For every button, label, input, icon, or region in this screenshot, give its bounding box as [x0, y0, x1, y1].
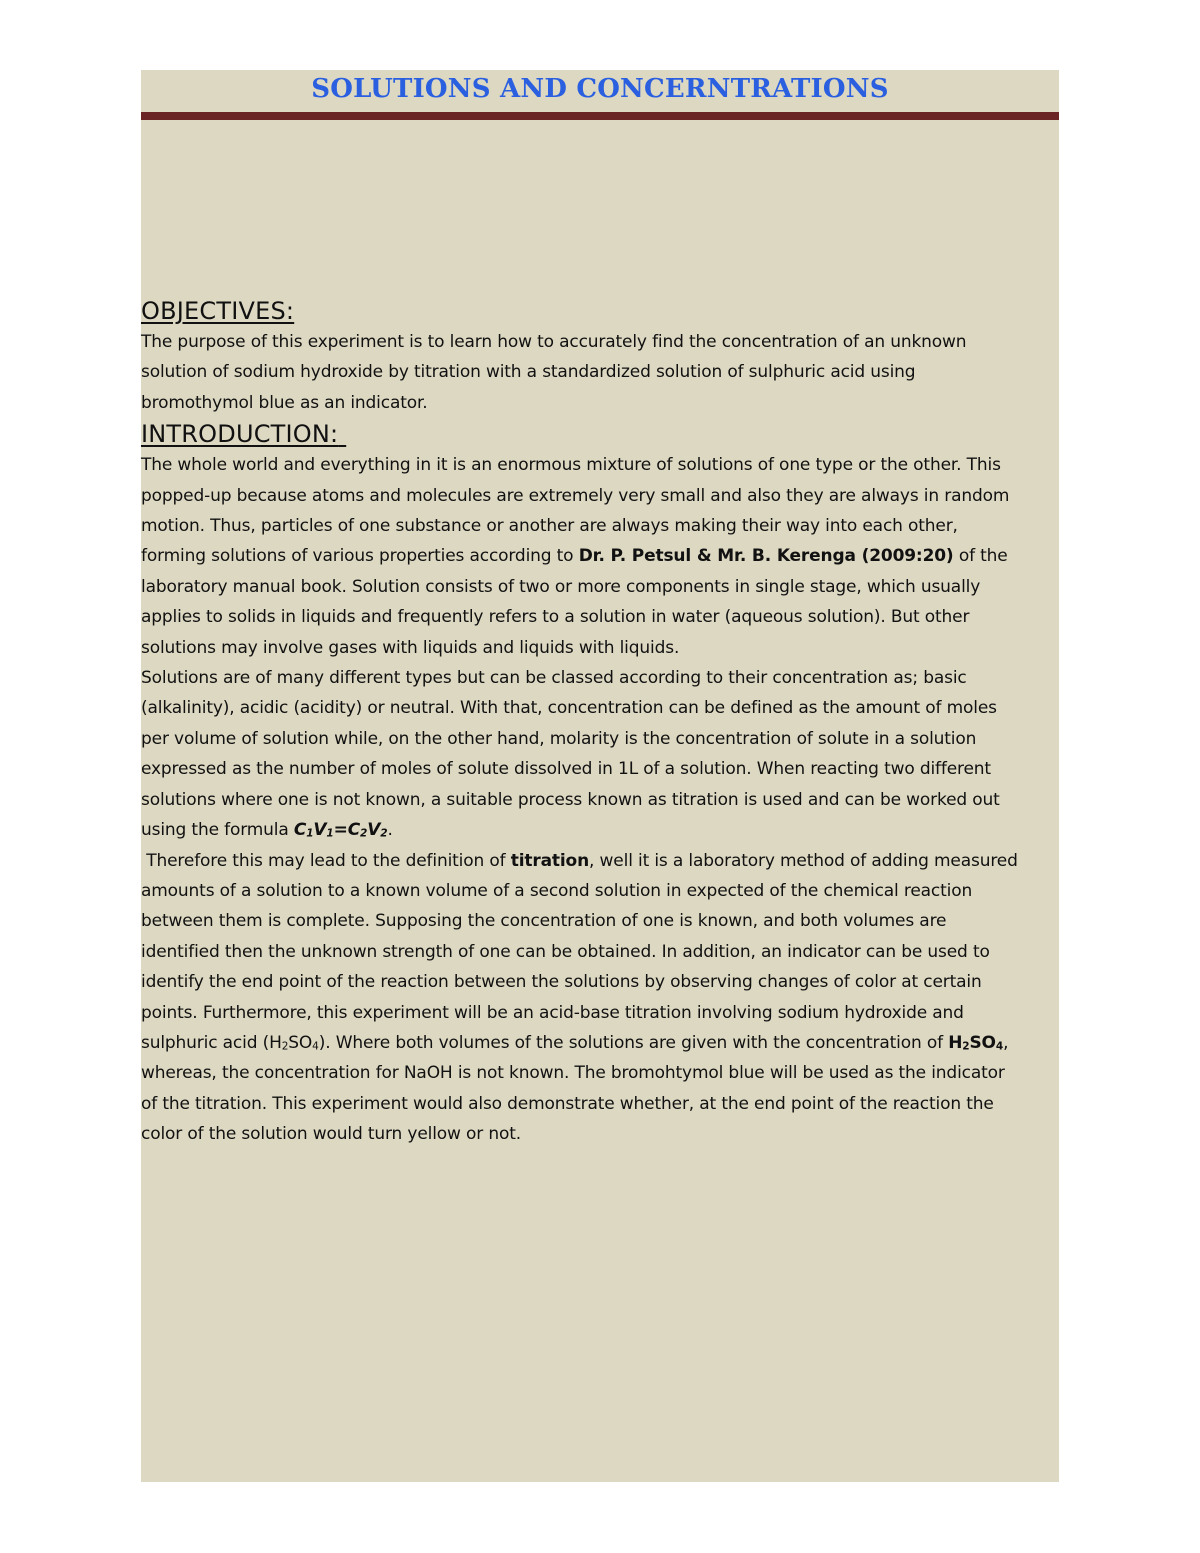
introduction-heading: INTRODUCTION:	[141, 420, 339, 449]
objectives-heading: OBJECTIVES:	[141, 297, 295, 325]
text-line: identified then the unknown strength of one can be obtained. In addition, an indicator can be used to	[141, 941, 990, 962]
text-line: color of the solution would turn yellow or not.	[141, 1124, 522, 1145]
text-line: amounts of a solution to a known volume of a second solution in expected of the chemical reaction	[141, 880, 973, 901]
text-line: sulphuric acid $(H_2SO_4)$. Where both volumes of the solutions are given with the concentration of $H_2SO_4$,	[141, 1032, 1009, 1053]
sulphuric-acid-formula: $H_2SO_4$	[948, 1032, 1004, 1053]
text-line: Solutions are of many different types but can be classed according to their concentration as; basic	[141, 668, 967, 689]
text-line: solution of sodium hydroxide by titration with a standardized solution of sulphuric acid using	[141, 362, 916, 383]
text-line: points. Furthermore, this experiment will be an acid-base titration involving sodium hydroxide and	[141, 1002, 964, 1023]
text-line: identify the end point of the reaction between the solutions by observing changes of color at certain	[141, 972, 982, 993]
document-title: SOLUTIONS AND CONCERNTRATIONS	[311, 74, 889, 104]
introduction-paragraph-3	[141, 846, 1059, 1150]
introduction-paragraph-2	[141, 663, 1059, 845]
text-line: whereas, the concentration for NaOH is not known. The bromohtymol blue will be used as the indicator	[141, 1063, 1005, 1084]
text-line: solutions may involve gases with liquids and liquids with liquids.	[141, 637, 680, 658]
titration-term: titration	[510, 850, 590, 871]
citation: Dr. P. Petsul & Mr. B. Kerenga (2009:20)	[578, 546, 954, 567]
text-line: Therefore this may lead to the definition of titration, well it is a laboratory method of adding measured	[141, 850, 1018, 871]
document-body	[141, 295, 1059, 1150]
text-line: laboratory manual book. Solution consists of two or more components in single stage, which usually	[141, 576, 981, 597]
dilution-formula: $C_1V_1=C_2V_2$	[293, 820, 388, 841]
text-line: using the formula $C_1V_1=C_2V_2$.	[141, 820, 393, 841]
objectives-paragraph	[141, 327, 1059, 418]
text-line: expressed as the number of moles of solute dissolved in 1L of a solution. When reacting two different	[141, 759, 991, 780]
title-divider	[141, 112, 1059, 120]
text-line: applies to solids in liquids and frequently refers to a solution in water (aqueous solution). But other	[141, 607, 970, 628]
text-line: bromothymol blue as an indicator.	[141, 392, 428, 413]
text-line: popped-up because atoms and molecules are extremely very small and also they are always in random	[141, 485, 1010, 506]
text-line: The purpose of this experiment is to learn how to accurately find the concentration of an unknown	[141, 332, 967, 352]
text-line: (alkalinity), acidic (acidity) or neutral. With that, concentration can be defined as the amount of moles	[141, 698, 997, 719]
text-line: motion. Thus, particles of one substance or another are always making their way into each other,	[141, 516, 958, 537]
text-line: of the titration. This experiment would also demonstrate whether, at the end point of the reaction the	[141, 1093, 994, 1114]
sulphuric-acid-formula: $H_2SO_4$	[269, 1032, 319, 1053]
text-line: solutions where one is not known, a suitable process known as titration is used and can be worked out	[141, 789, 1000, 810]
text-line: per volume of solution while, on the other hand, molarity is the concentration of solute in a solution	[141, 728, 977, 749]
text-line: between them is complete. Supposing the concentration of one is known, and both volumes are	[141, 911, 947, 932]
text-line: forming solutions of various properties according to Dr. P. Petsul & Mr. B. Kerenga (2009:20) of the	[141, 546, 1008, 567]
text-line: The whole world and everything in it is an enormous mixture of solutions of one type or the other. This	[141, 455, 1001, 476]
page-panel	[141, 70, 1059, 1482]
introduction-paragraph-1	[141, 450, 1059, 663]
